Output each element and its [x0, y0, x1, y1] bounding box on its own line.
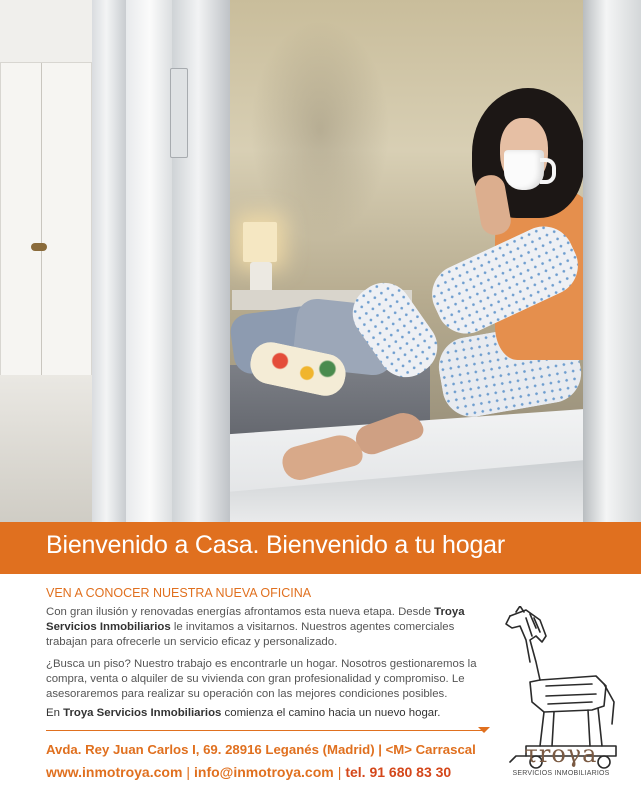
window-frame-left [126, 0, 174, 522]
headline-banner [0, 522, 641, 574]
paragraph-text: Con gran ilusión y renovadas energías afrontamos esta nueva etapa. Desde [46, 606, 435, 618]
address: Avda. Rey Juan Carlos I, 69. 28916 Leganés (Madrid) | <M> Carrascal [46, 742, 476, 757]
separator: | [186, 764, 191, 780]
coffee-cup [504, 150, 544, 190]
paragraph-services: ¿Busca un piso? Nuestro trabajo es encontrarle un hogar. Nosotros gestionaremos la compra, venta o alquiler de su vivienda con gran profesionalidad y compromiso. Le asesoraremos para realizar su operación con las mejores condiciones posibles. [46, 658, 477, 700]
window-hinge [170, 68, 188, 158]
divider [46, 730, 482, 731]
paragraph-closing [46, 706, 494, 721]
contact-line [46, 764, 451, 780]
wardrobe [0, 62, 92, 382]
paragraph-text: En [46, 707, 64, 719]
phone-number: tel. 91 680 83 30 [345, 764, 452, 780]
brand-name: Troya Servicios Inmobiliarios [63, 707, 222, 719]
divider-arrow [478, 727, 490, 733]
paragraph-intro [46, 605, 494, 650]
brand-name: Troya Servicios Inmobiliarios [46, 606, 465, 633]
section-subheading: VEN A CONOCER NUESTRA NUEVA OFICINA [46, 586, 312, 600]
headline: Bienvenido a Casa. Bienvenido a tu hogar [46, 531, 505, 559]
website-link[interactable]: www.inmotroya.com [46, 764, 183, 780]
window-frame-right [583, 0, 641, 522]
tree-shadow [250, 20, 390, 240]
window-frame-left [92, 0, 128, 522]
logo-wordmark: τroγa [524, 740, 598, 768]
paragraph-text: comienza el camino hacia un nuevo hogar. [221, 707, 441, 719]
separator: | [337, 764, 342, 780]
paragraph-text: le invitamos a visitarnos. Nuestros agentes comerciales trabajan para ofrecerle un servicio eficaz y personalizado. [46, 621, 455, 648]
email-link[interactable]: info@inmotroya.com [194, 764, 334, 780]
lamp [243, 222, 277, 262]
logo-tagline: SERVICIOS INMOBILIARIOS [512, 770, 610, 777]
info-section [0, 574, 641, 800]
coffee-cup-handle [540, 158, 556, 184]
bed [0, 375, 98, 522]
